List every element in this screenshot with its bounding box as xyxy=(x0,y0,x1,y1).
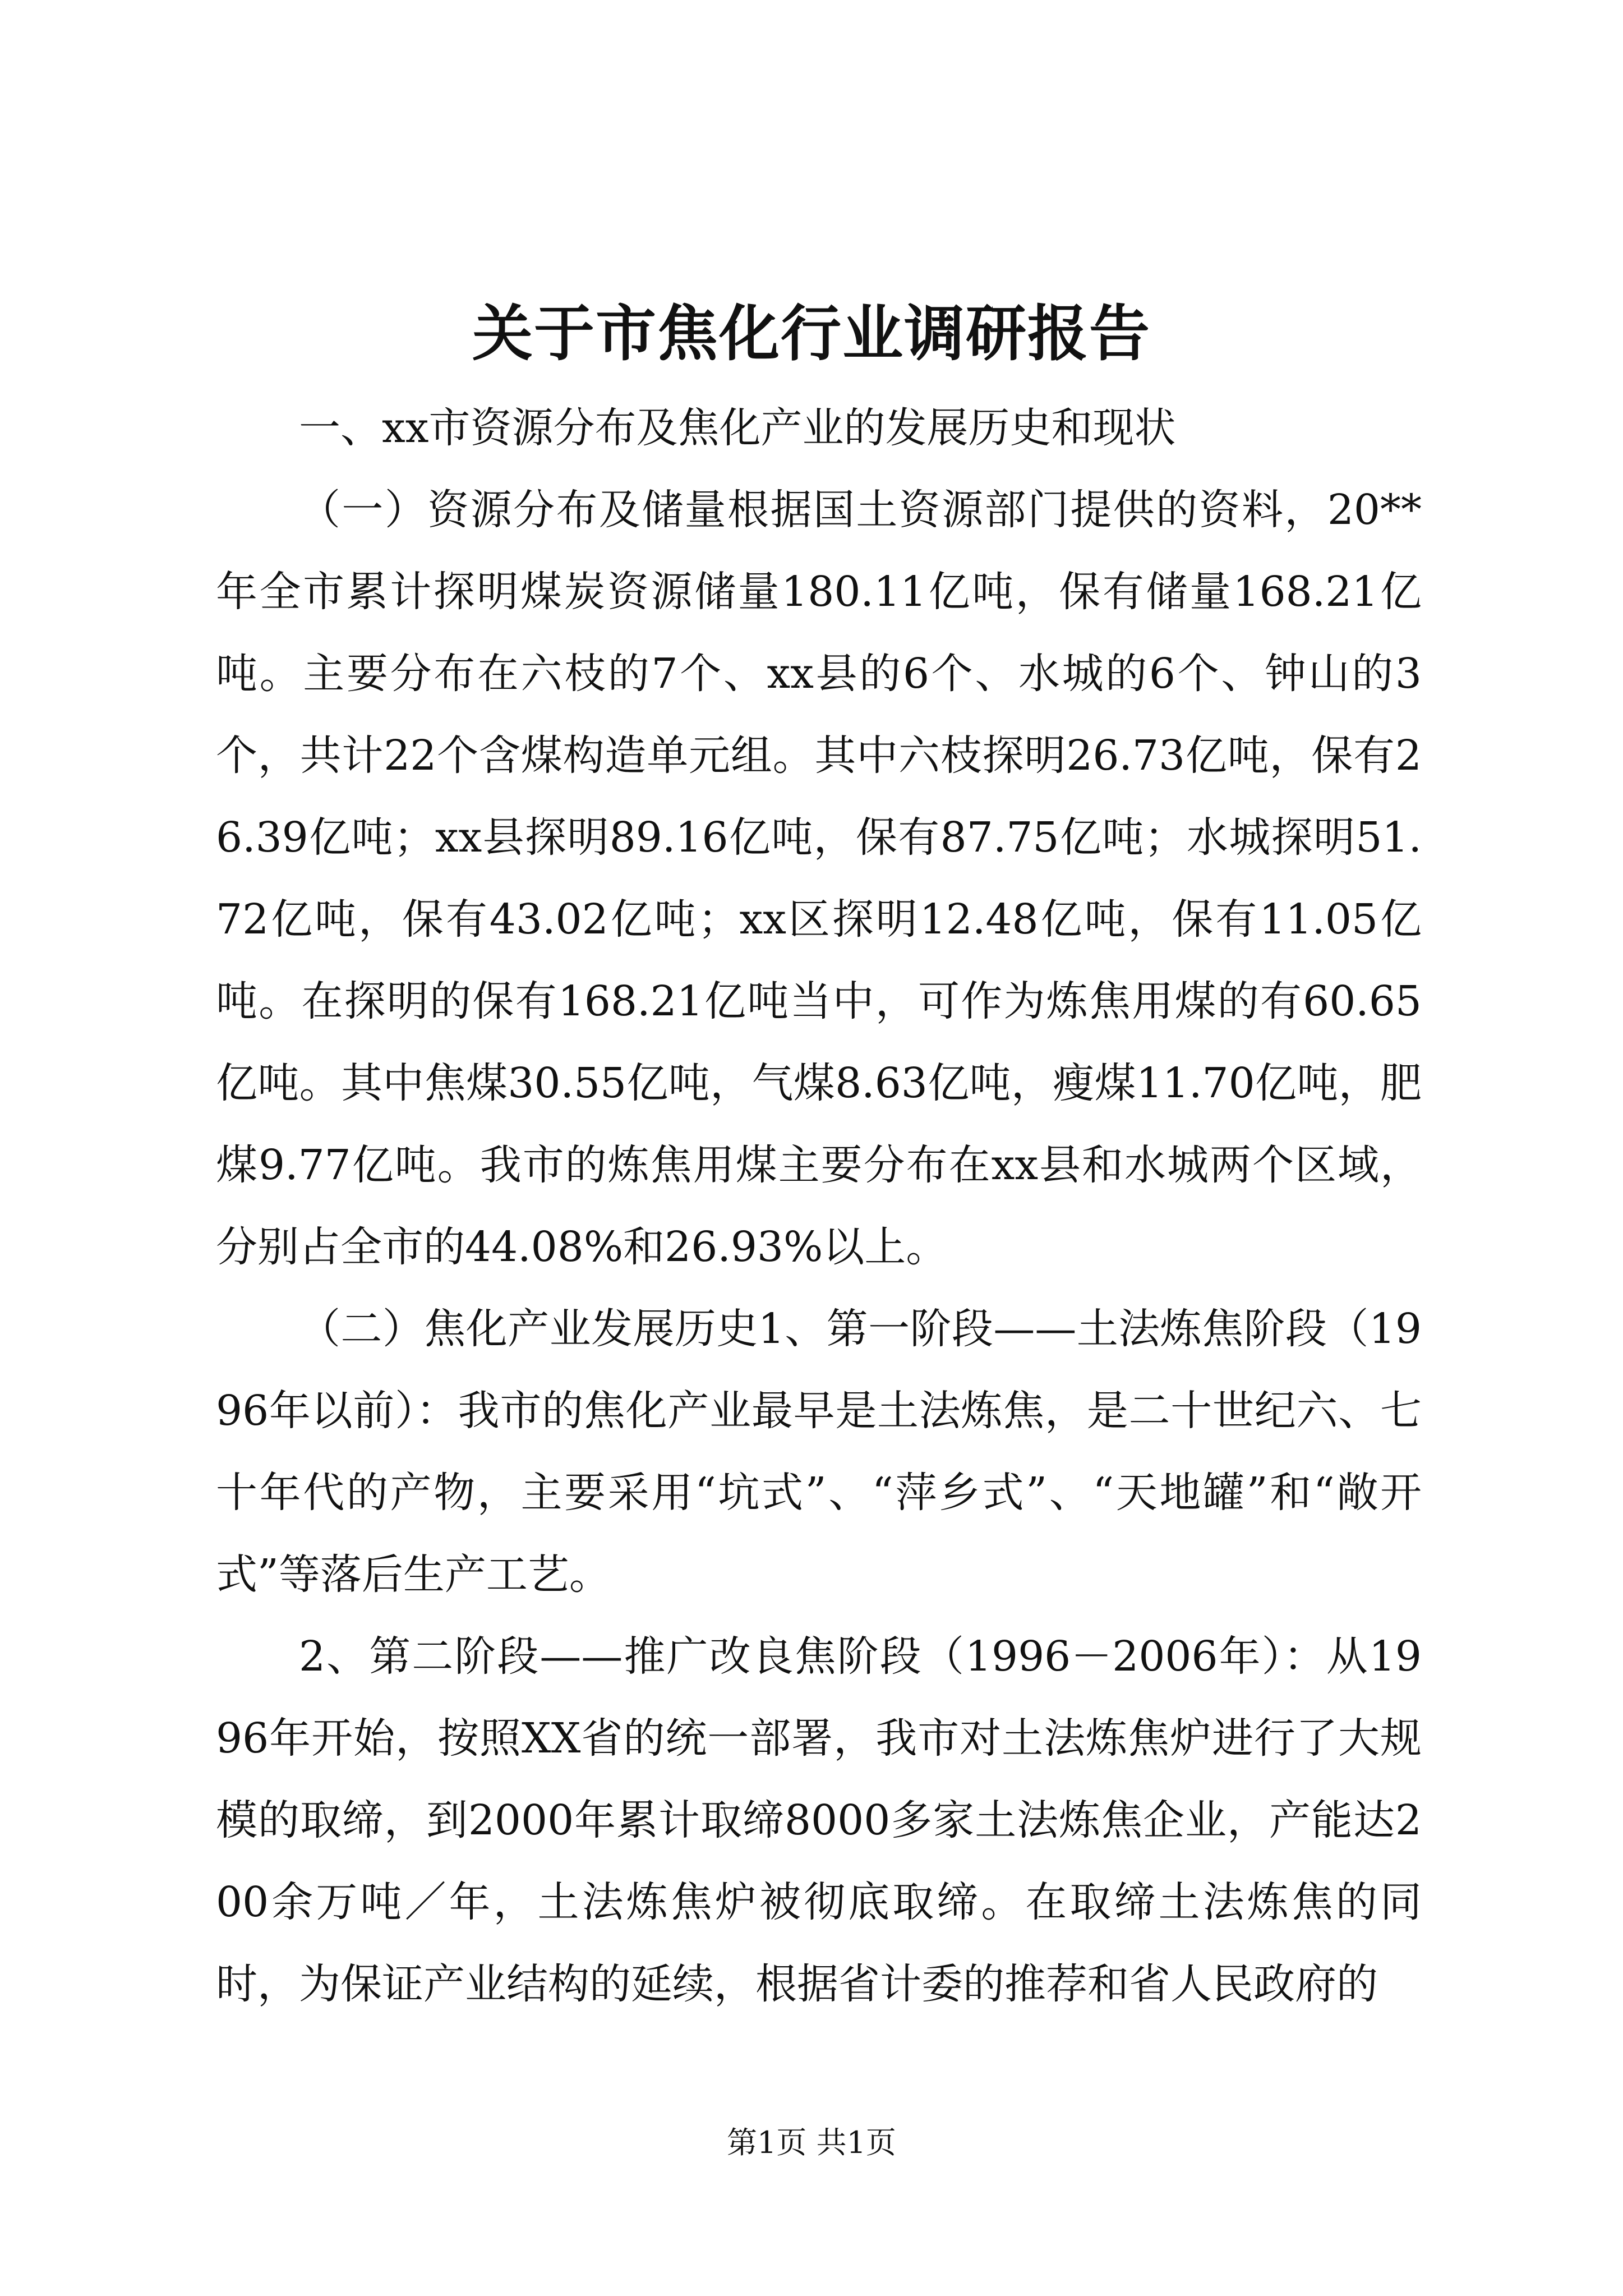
document-title: 关于市焦化行业调研报告 xyxy=(472,298,1151,369)
paragraph-industry-history-stage-two: 2、第二阶段——推广改良焦阶段（1996－2006年）：从1996年开始，按照XX省的统一部署，我市对土法炼焦炉进行了大规模的取缔，到2000年累计取缔8000多家土法炼焦企业，产能达200余万吨／年，土法炼焦炉被彻底取缔。在取缔土法炼焦的同时，为保证产业结构的延续，根据省计委的推荐和省人民政府的 xyxy=(216,1632,1422,2008)
section-heading: 一、xx市资源分布及焦化产业的发展历史和现状 xyxy=(299,404,1176,452)
page-footer: 第1页 共1页 xyxy=(727,2125,896,2160)
document-body xyxy=(216,387,1422,2025)
paragraph-industry-history-stage-one: （二）焦化产业发展历史1、第一阶段——土法炼焦阶段（1996年以前）：我市的焦化产业最早是土法炼焦，是二十世纪六、七十年代的产物，主要采用“坑式”、“萍乡式”、“天地罐”和“敞开式”等落后生产工艺。 xyxy=(216,1305,1422,1599)
paragraph-resource-distribution: （一）资源分布及储量根据国土资源部门提供的资料，20**年全市累计探明煤炭资源储量180.11亿吨，保有储量168.21亿吨。主要分布在六枝的7个、xx县的6个、水城的6个、钟山的3个，共计22个含煤构造单元组。其中六枝探明26.73亿吨，保有26.39亿吨；xx县探明89.16亿吨，保有87.75亿吨；水城探明51.72亿吨，保有43.02亿吨；xx区探明12.48亿吨，保有11.05亿吨。在探明的保有168.21亿吨当中，可作为炼焦用煤的有60.65亿吨。其中焦煤30.55亿吨，气煤8.63亿吨，瘦煤11.70亿吨，肥煤9.77亿吨。我市的炼焦用煤主要分布在xx县和水城两个区域，分别占全市的44.08%和26.93%以上。 xyxy=(216,486,1422,1271)
